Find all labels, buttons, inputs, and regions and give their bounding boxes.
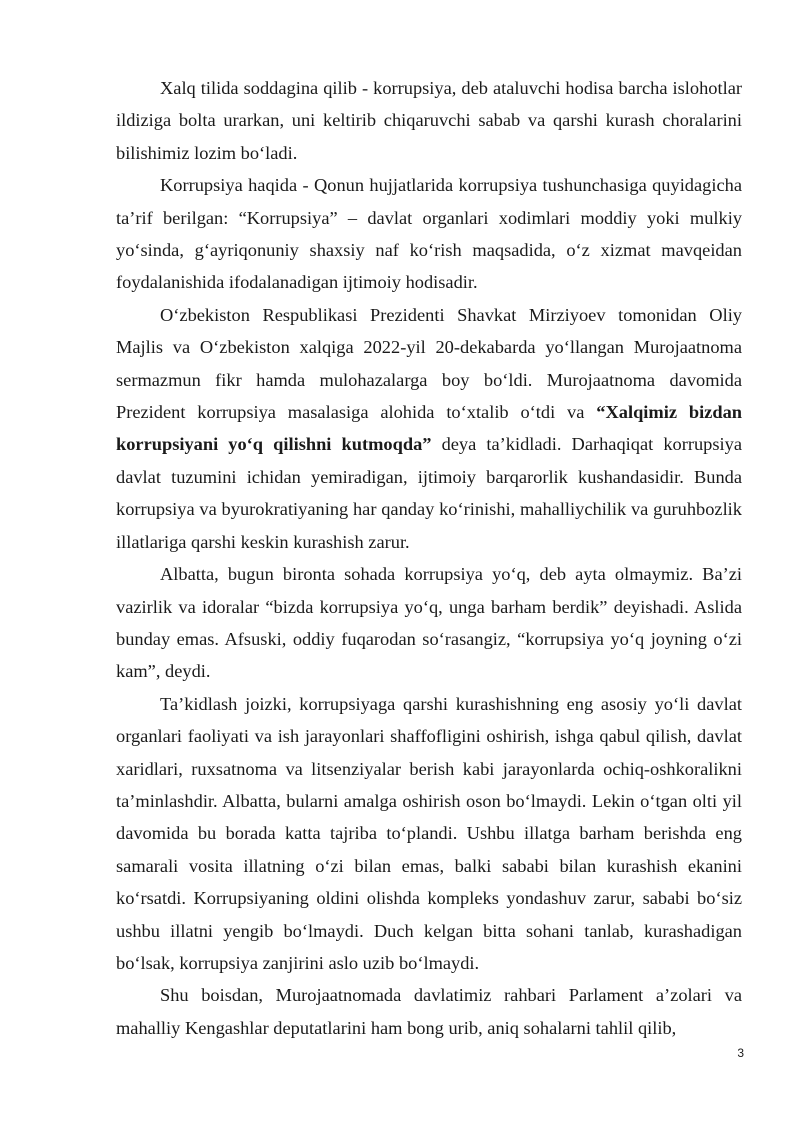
paragraph-3-text-start: O‘zbekiston Respublikasi Prezidenti Shavkat Mirziyoev tomonidan Oliy Majlis va O‘zbekiston xalqiga 2022-yil 20-dekabarda yo‘llangan Murojaatnoma sermazmun fikr hamda mulohazalarga boy bo‘ldi. Murojaatnoma davomida Prezident korrupsiya masalasiga alohida to‘xtalib o‘tdi va <box>116 304 742 423</box>
body-text <box>116 72 742 1044</box>
paragraph-4: Albatta, bugun bironta sohada korrupsiya yo‘q, deb ayta olmaymiz. Ba’zi vazirlik va idoralar “bizda korrupsiya yo‘q, unga barham berdik” deyishadi. Aslida bunday emas. Afsuski, oddiy fuqarodan so‘rasangiz, “korrupsiya yo‘q joyning o‘zi kam”, deydi. <box>116 564 742 682</box>
president-quote: “Xalqimiz bizdan korrupsiyani yo‘q qilishni kutmoqda” <box>116 402 742 455</box>
paragraph-3-text-end: deya ta’kidladi. Darhaqiqat korrupsiya davlat tuzumini ichidan yemiradigan, ijtimoiy barqarorlik kushandasidir. Bunda korrupsiya va byurokratiyaning har qanday ko‘rinishi, mahalliychilik va guruhbozlik illatlariga qarshi keskin kurashish zarur. <box>116 434 742 552</box>
paragraph-1: Xalq tilida soddagina qilib - korrupsiya, deb ataluvchi hodisa barcha islohotlar ildiziga bolta urarkan, uni keltirib chiqaruvchi sabab va qarshi kurash choralarini bilishimiz lozim bo‘ladi. <box>116 78 742 163</box>
paragraph-3 <box>116 299 742 558</box>
paragraph-5: Ta’kidlash joizki, korrupsiyaga qarshi kurashishning eng asosiy yo‘li davlat organlari faoliyati va ish jarayonlari shaffofligini oshirish, ishga qabul qilish, davlat xaridlari, ruxsatnoma va litsenziyalar berish kabi jarayonlarda ochiq-oshkoralikni ta’minlashdir. Albatta, bularni amalga oshirish oson bo‘lmaydi. Lekin o‘tgan olti yil davomida bu borada katta tajriba to‘plandi. Ushbu illatga barham berishda eng samarali vosita illatning o‘zi bilan emas, balki sababi bilan kurashish ekanini ko‘rsatdi. Korrupsiyaning oldini olishda kompleks yondashuv zarur, sababi bo‘siz ushbu illatni yengib bo‘lmaydi. Duch kelgan bitta sohani tanlab, kurashadigan bo‘lsak, korrupsiya zanjirini aslo uzib bo‘lmaydi. <box>116 693 742 973</box>
page-number: 3 <box>737 1046 744 1060</box>
paragraph-2: Korrupsiya haqida - Qonun hujjatlarida korrupsiya tushunchasiga quyidagicha ta’rif berilgan: “Korrupsiya” – davlat organlari xodimlari moddiy yoki mulkiy yo‘sinda, g‘ayriqonuniy shaxsiy naf ko‘rish maqsadida, o‘z xizmat mavqeidan foydalanishida ifodalanadigan ijtimoiy hodisadir. <box>116 175 742 293</box>
paragraph-6: Shu boisdan, Murojaatnomada davlatimiz rahbari Parlament a’zolari va mahalliy Kengashlar deputatlarini ham bong urib, aniq sohalarni tahlil qilib, <box>116 985 742 1038</box>
